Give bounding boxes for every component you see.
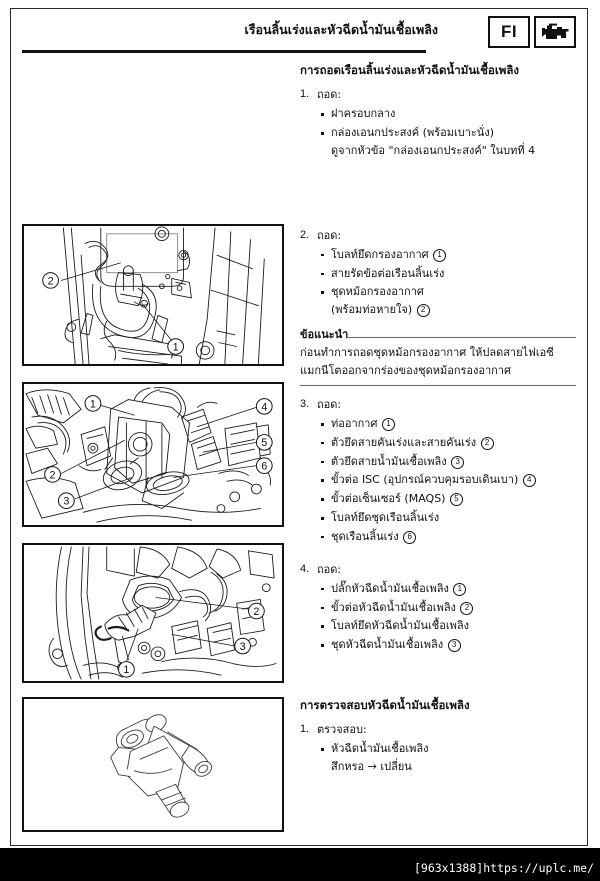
list-item (320, 599, 576, 617)
instructions-column (300, 62, 576, 777)
list-item (320, 105, 576, 123)
list-item (320, 246, 576, 264)
svg-text:1: 1 (89, 398, 96, 411)
callout-marker: 6 (403, 531, 416, 544)
bullet-text: ชุดเรือนลิ้นเร่ง (331, 529, 399, 543)
step-1 (300, 86, 576, 103)
bullet-text: สายรัดข้อต่อเรือนลิ้นเร่ง (331, 266, 445, 280)
step-4 (300, 561, 576, 578)
footer-url: https://uplc.me/ (483, 861, 594, 875)
step-3-label: ถอด: (317, 397, 342, 411)
bullet-text: กล่องเอนกประสงค์ (พร้อมเบาะนั่ง) (331, 126, 494, 140)
page-header (22, 16, 576, 54)
list-item (320, 509, 576, 527)
bullet-text: ขั้วต่อ ISC (อุปกรณ์ควบคุมรอบเดินเบา) (331, 473, 519, 487)
svg-text:3: 3 (63, 495, 70, 508)
bullet-text: หัวฉีดน้ำมันเชื้อเพลิง (331, 742, 429, 756)
fig-throttlebody (22, 382, 284, 527)
fig-airbox (22, 224, 284, 366)
step-2-label: ถอด: (317, 228, 342, 242)
bullet-text: ตัวยึดสายคันเร่งและสายคันเร่ง (331, 435, 477, 449)
inspection-step-1-bullets (320, 740, 576, 776)
note-header (300, 328, 576, 342)
svg-text:6: 6 (261, 460, 268, 473)
note-title: ข้อแนะนำ (300, 328, 349, 342)
list-item (320, 490, 576, 508)
bullet-text: ชุดหัวฉีดน้ำมันเชื้อเพลิง (331, 638, 444, 652)
note-block (300, 328, 576, 386)
bullet-text: ปลั๊กหัวฉีดน้ำมันเชื้อเพลิง (331, 581, 449, 595)
step-1-number: 1. (300, 88, 310, 101)
list-item (320, 740, 576, 776)
callout-marker: 2 (481, 437, 494, 450)
bullet-text: ตัวยึดสายน้ำมันเชื้อเพลิง (331, 454, 447, 468)
list-item (320, 580, 576, 598)
list-item (320, 265, 576, 283)
header-badges (488, 16, 576, 48)
bullet-text: โบลท์ยึดหัวฉีดน้ำมันเชื้อเพลิง (331, 619, 469, 633)
step-4-number: 4. (300, 562, 310, 575)
spacer (300, 655, 576, 697)
section-heading-removal: การถอดเรือนลิ้นเร่งและหัวฉีดน้ำมันเชื้อเพลิง (300, 63, 519, 77)
list-item (320, 471, 576, 489)
callout-marker: 1 (433, 249, 446, 262)
note-bottom-divider (300, 385, 576, 386)
spacer (300, 161, 576, 227)
list-item (320, 453, 576, 471)
svg-text:2: 2 (49, 469, 56, 482)
inspection-step-1-number: 1. (300, 723, 310, 736)
badge-fi-label: FI (500, 22, 518, 41)
note-top-divider (348, 337, 576, 338)
list-item (320, 124, 576, 160)
note-line-1: ก่อนทำการถอดชุดหม้อกรองอากาศ ให้ปลดสายไฟเอซี (300, 346, 554, 360)
bullet-text: ขั้วต่อหัวฉีดน้ำมันเชื้อเพลิง (331, 600, 456, 614)
bullet-continuation: สึกหรอ → เปลี่ยน (331, 760, 412, 774)
spacer (300, 547, 576, 561)
bullet-text: โบลท์ยึดกรองอากาศ (331, 247, 429, 261)
footer-watermark (414, 861, 594, 875)
bullet-text: ท่ออากาศ (331, 417, 378, 430)
bullet-text: ฝาครอบกลาง (331, 107, 396, 121)
badge-fi (488, 16, 530, 48)
header-divider (22, 50, 426, 53)
step-2-bullets (320, 246, 576, 319)
list-item (320, 617, 576, 635)
svg-text:1: 1 (123, 664, 130, 677)
svg-text:2: 2 (47, 275, 54, 288)
fig-injector-loc (22, 543, 284, 683)
inspection-step-1-label: ตรวจสอบ: (317, 723, 367, 737)
note-body (300, 342, 576, 380)
bullet-continuation (331, 301, 576, 319)
list-item (320, 283, 576, 319)
list-item (320, 636, 576, 654)
step-1-label: ถอด: (317, 88, 342, 102)
step-3-bullets (320, 415, 576, 546)
inspection-step-1 (300, 721, 576, 738)
callout-marker: 4 (523, 474, 536, 487)
step-1-bullets (320, 105, 576, 159)
callout-marker: 5 (450, 493, 463, 506)
step-2-number: 2. (300, 228, 310, 241)
callout-marker: 3 (448, 639, 461, 652)
svg-text:4: 4 (261, 401, 268, 414)
step-3-number: 3. (300, 397, 310, 410)
svg-text:5: 5 (261, 437, 268, 450)
svg-text:3: 3 (239, 640, 246, 653)
callout-marker: 1 (453, 583, 466, 596)
section-heading-inspection: การตรวจสอบหัวฉีดน้ำมันเชื้อเพลิง (300, 697, 470, 712)
step-2 (300, 227, 576, 244)
callout-marker: 1 (382, 418, 395, 431)
fig-injector (22, 697, 284, 832)
bullet-text: โบลท์ยึดชุดเรือนลิ้นเร่ง (331, 511, 440, 525)
step-3 (300, 396, 576, 413)
list-item (320, 528, 576, 546)
svg-text:2: 2 (253, 606, 260, 618)
callout-marker: 3 (451, 456, 464, 469)
bullet-continuation-text: (พร้อมท่อหายใจ) (331, 303, 413, 317)
callout-marker: 2 (460, 602, 473, 615)
bullet-text: ชุดหม้อกรองอากาศ (331, 285, 424, 299)
page-title: เรือนลิ้นเร่งและหัวฉีดน้ำมันเชื้อเพลิง (244, 22, 438, 37)
step-4-label: ถอด: (317, 562, 342, 576)
callout-marker: 2 (417, 304, 430, 317)
footer-dimensions: [963x1388] (413, 861, 484, 875)
svg-text:1: 1 (172, 341, 179, 354)
engine-icon (534, 16, 576, 48)
step-4-bullets (320, 580, 576, 654)
list-item (320, 415, 576, 433)
list-item (320, 434, 576, 452)
bullet-continuation: ดูจากหัวข้อ "กล่องเอนกประสงค์" ในบทที่ 4 (331, 143, 536, 157)
bullet-text: ขั้วต่อเซ็นเซอร์ (MAQS) (331, 492, 446, 506)
note-line-2: แมกนีโตออกจากร่องของชุดหม้อกรองอากาศ (300, 364, 511, 378)
